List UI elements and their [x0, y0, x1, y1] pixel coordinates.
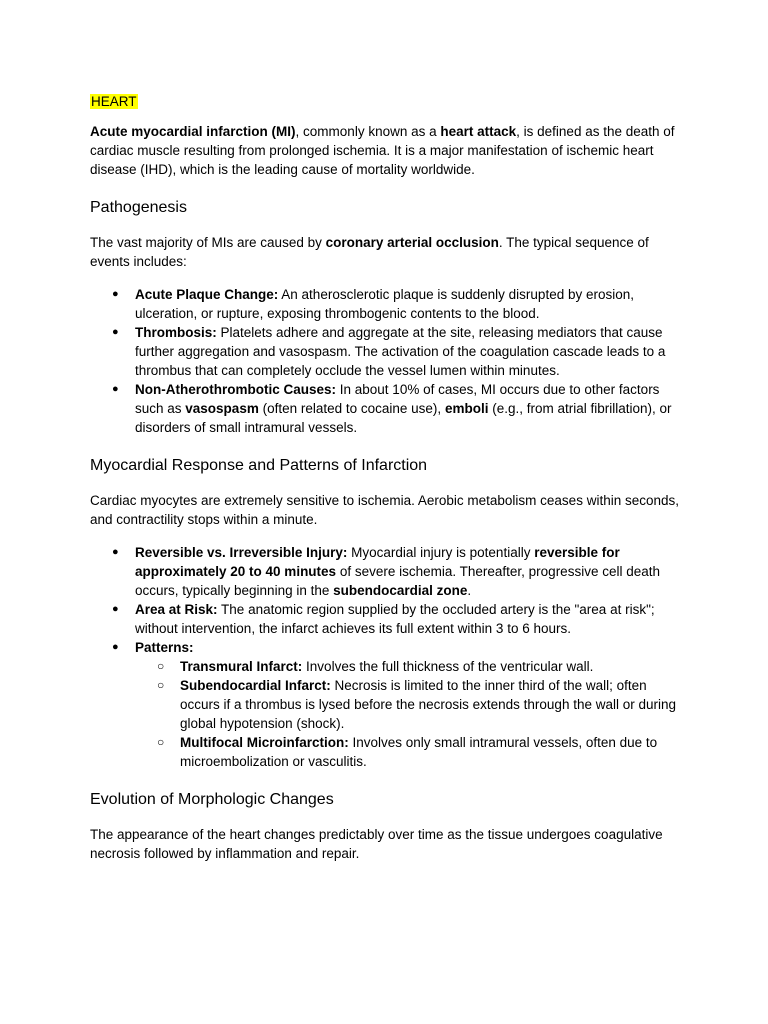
section-title-pathogenesis: Pathogenesis	[90, 199, 187, 216]
hollow-bullet-icon: ○	[157, 659, 165, 673]
item-bold: vasospasm	[185, 401, 259, 416]
bullet-icon: ●	[112, 288, 119, 300]
item-label: Reversible vs. Irreversible Injury:	[135, 545, 348, 560]
patterns-sublist	[135, 657, 682, 771]
list-item	[90, 600, 682, 638]
item-label: Area at Risk:	[135, 602, 218, 617]
subitem-text: Involves the full thickness of the ventricular wall.	[302, 659, 594, 674]
intro-text-1: , commonly known as a	[295, 124, 441, 139]
myocardial-lead: Cardiac myocytes are extremely sensitive to ischemia. Aerobic metabolism ceases within seconds, and contractility stops within a minute.	[90, 493, 679, 527]
list-item	[90, 638, 682, 771]
item-bold: subendocardial zone	[333, 583, 468, 598]
bullet-icon: ●	[112, 383, 119, 395]
item-label: Patterns:	[135, 640, 194, 655]
item-text: of severe ischemia. Thereafter, progressive cell death occurs, typically beginning in the	[135, 564, 660, 598]
myocardial-list	[90, 543, 682, 771]
evolution-lead: The appearance of the heart changes predictably over time as the tissue undergoes coagulative necrosis followed by inflammation and repair.	[90, 827, 663, 861]
list-item	[90, 323, 682, 380]
intro-term-2: heart attack	[440, 124, 517, 139]
subitem-label: Subendocardial Infarct:	[180, 678, 331, 693]
item-text: (often related to cocaine use),	[258, 401, 445, 416]
subitem-label: Transmural Infarct:	[180, 659, 303, 674]
lead-text-1: The vast majority of MIs are caused by	[90, 235, 326, 250]
item-bold: emboli	[444, 401, 489, 416]
subitem-text: Involves only small intramural vessels, often due to microembolization or vasculitis.	[180, 735, 658, 769]
lead-bold: coronary arterial occlusion	[325, 235, 499, 250]
item-label: Thrombosis:	[135, 325, 217, 340]
bullet-icon: ●	[112, 641, 119, 653]
item-label: Non-Atherothrombotic Causes:	[135, 382, 337, 397]
item-text: Myocardial injury is potentially	[347, 545, 535, 560]
list-item	[90, 285, 682, 323]
sublist-item	[135, 676, 682, 733]
subitem-label: Multifocal Microinfarction:	[180, 735, 349, 750]
intro-term: Acute myocardial infarction (MI)	[90, 124, 296, 139]
item-text: The anatomic region supplied by the occluded artery is the "area at risk"; without intervention, the infarct achieves its full extent within 3 to 6 hours.	[135, 602, 655, 636]
bullet-icon: ●	[112, 546, 119, 558]
sublist-item	[135, 733, 682, 771]
subitem-text: Necrosis is limited to the inner third of the wall; often occurs if a thrombus is lysed before the necrosis extends through the wall or during global hypotension (shock).	[180, 678, 677, 731]
hollow-bullet-icon: ○	[157, 735, 165, 749]
item-label: Acute Plaque Change:	[135, 287, 279, 302]
item-bold: reversible for approximately 20 to 40 minutes	[135, 545, 620, 579]
bullet-icon: ●	[112, 603, 119, 615]
bullet-icon: ●	[112, 326, 119, 338]
sublist-item	[135, 657, 682, 676]
hollow-bullet-icon: ○	[157, 678, 165, 692]
item-text: An atherosclerotic plaque is suddenly disrupted by erosion, ulceration, or rupture, exposing thrombogenic contents to the blood.	[135, 287, 634, 321]
highlighted-heading: HEART	[91, 94, 137, 109]
list-item	[90, 543, 682, 600]
section-title-myocardial-response: Myocardial Response and Patterns of Infarction	[90, 457, 428, 474]
item-text: Platelets adhere and aggregate at the site, releasing mediators that cause further aggregation and vasospasm. The activation of the coagulation cascade leads to a thrombus that can completely occlude the vessel lumen within minutes.	[135, 325, 666, 378]
list-item	[90, 380, 682, 437]
item-text: In about 10% of cases, MI occurs due to other factors such as	[135, 382, 660, 416]
intro-text-2: , is defined as the death of cardiac muscle resulting from prolonged ischemia. It is a major manifestation of ischemic heart disease (IHD), which is the leading cause of mortality worldwide.	[90, 124, 675, 177]
heading-line	[90, 92, 682, 111]
intro-paragraph	[90, 122, 682, 179]
pathogenesis-list	[90, 285, 682, 437]
item-text: .	[467, 583, 472, 598]
section-title-evolution: Evolution of Morphologic Changes	[90, 791, 334, 808]
item-text: (e.g., from atrial fibrillation), or disorders of small intramural vessels.	[135, 401, 672, 435]
lead-text-2: . The typical sequence of events includes:	[90, 235, 649, 269]
pathogenesis-lead	[90, 233, 682, 271]
